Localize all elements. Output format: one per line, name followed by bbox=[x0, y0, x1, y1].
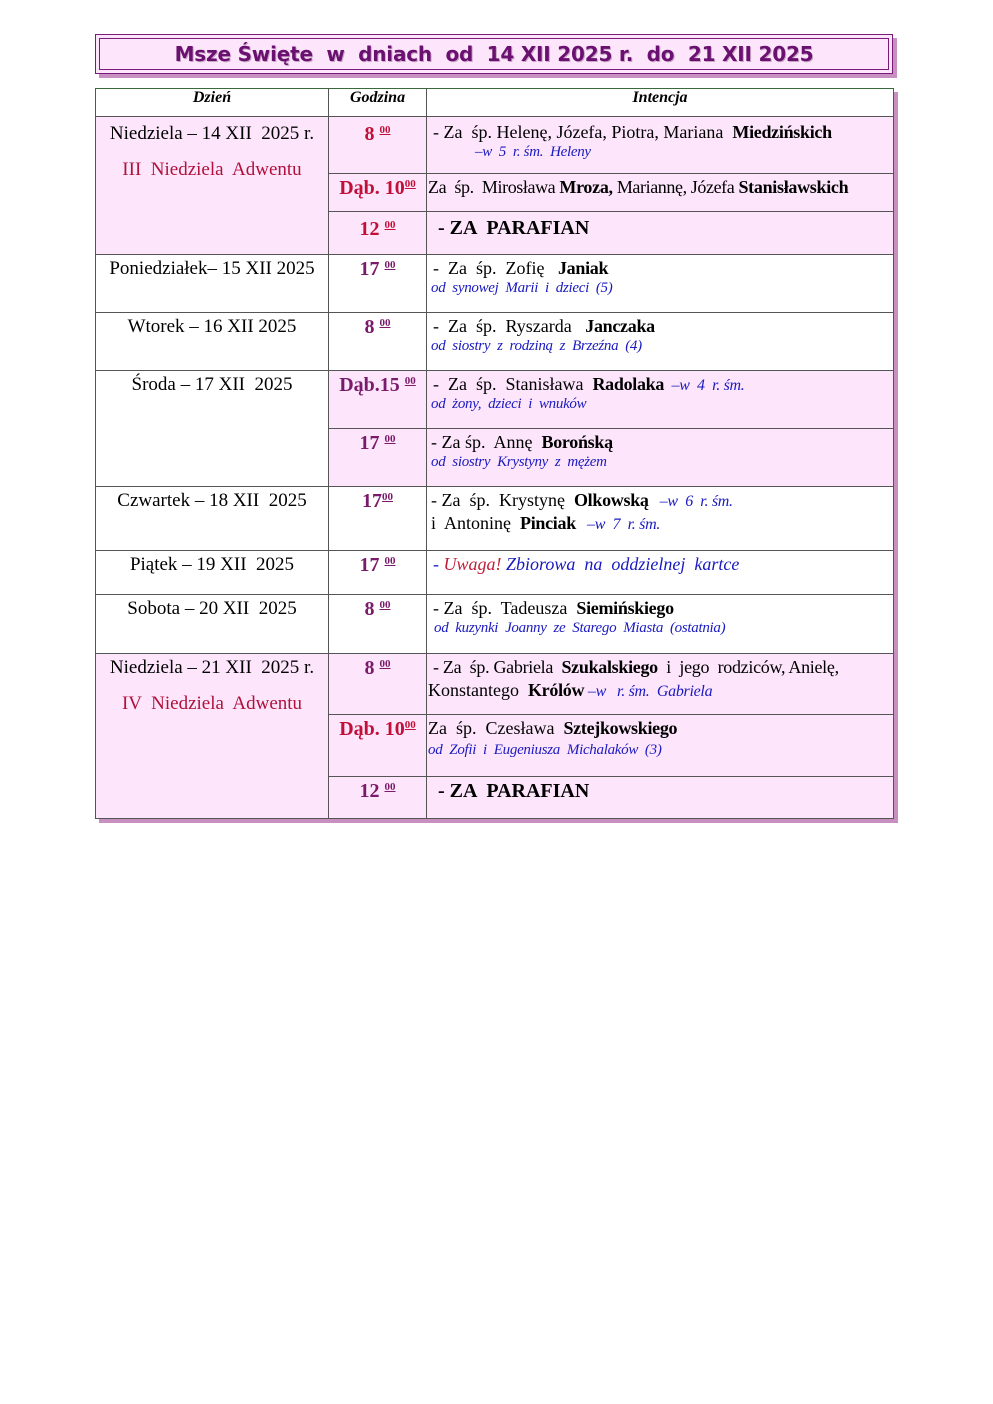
day-cell bbox=[96, 117, 329, 255]
time-minutes: 00 bbox=[379, 317, 391, 329]
day-label: Niedziela – 21 XII 2025 r. bbox=[109, 657, 315, 678]
intention-text: - Za śp. Gabriela bbox=[433, 657, 562, 677]
intention-text: Mariannę, Józefa bbox=[612, 177, 739, 197]
table-row bbox=[96, 255, 894, 313]
intention-name: Miedzińskich bbox=[732, 122, 832, 142]
intention-cell bbox=[427, 174, 894, 212]
intention-cell bbox=[427, 715, 894, 777]
liturgical-day: III Niedziela Adwentu bbox=[122, 159, 302, 180]
intention-cell bbox=[427, 212, 894, 255]
intention-cell bbox=[427, 429, 894, 487]
table-row bbox=[96, 487, 894, 551]
time-cell bbox=[329, 174, 427, 212]
header-row bbox=[96, 89, 894, 117]
intention-cell bbox=[427, 654, 894, 715]
intention-note: –w r. śm. Gabriela bbox=[584, 683, 713, 700]
intention-name: Sztejkowskiego bbox=[563, 718, 678, 738]
time-cell bbox=[329, 595, 427, 654]
intention-text: i Antoninę bbox=[431, 513, 520, 533]
time-minutes: 00 bbox=[384, 433, 396, 445]
table-row bbox=[96, 313, 894, 371]
intention-text: - Za śp. Krystynę bbox=[431, 490, 574, 510]
intention-text: Konstantego bbox=[428, 680, 528, 700]
intention-note: –w 5 r. śm. Heleny bbox=[475, 144, 591, 160]
intention-note: –w 6 r. śm. bbox=[648, 493, 733, 510]
intention-text: Za śp. Mirosława bbox=[428, 177, 560, 197]
time-minutes: 00 bbox=[379, 124, 391, 136]
intention-cell bbox=[427, 117, 894, 174]
intention-text: - Za śp. Ryszarda bbox=[433, 316, 586, 336]
intention-text: - ZA PARAFIAN bbox=[433, 780, 590, 802]
intention-text: Za śp. Czesława bbox=[428, 718, 564, 738]
intention-text: - Za śp. Tadeusza bbox=[433, 598, 577, 618]
day-label: Sobota – 20 XII 2025 bbox=[127, 598, 297, 619]
time-minutes: 00 bbox=[384, 219, 396, 231]
intention-text: i jego rodziców, Anielę, bbox=[657, 657, 839, 677]
day-label: Czwartek – 18 XII 2025 bbox=[117, 490, 307, 511]
time-minutes: 00 bbox=[404, 178, 416, 190]
intention-note: od siostry Krystyny z mężem bbox=[431, 454, 607, 470]
intention-name: Olkowską bbox=[573, 490, 649, 510]
title-frame bbox=[99, 38, 889, 70]
intention-name: Pinciak bbox=[520, 513, 576, 533]
table-row bbox=[96, 117, 894, 174]
time-cell bbox=[329, 551, 427, 595]
time-label: 12 bbox=[359, 780, 380, 802]
intention-name: Mroza, bbox=[559, 177, 613, 197]
intention-name: Janiak bbox=[557, 258, 609, 278]
intention-text: - Za śp. Stanisława bbox=[433, 374, 593, 394]
intention-text: - Za śp. Helenę, Józefa, Piotra, Mariana bbox=[433, 122, 733, 142]
day-label: Wtorek – 16 XII 2025 bbox=[127, 316, 297, 337]
time-cell bbox=[329, 487, 427, 551]
time-cell bbox=[329, 212, 427, 255]
time-minutes: 00 bbox=[404, 375, 416, 387]
time-label: Dąb. 10 bbox=[339, 177, 405, 199]
intention-note: –w 7 r. śm. bbox=[575, 516, 661, 533]
intention-cell bbox=[427, 777, 894, 819]
notice-text: Zbiorowa na oddzielnej kartce bbox=[501, 554, 740, 574]
table-row bbox=[96, 595, 894, 654]
day-cell bbox=[96, 654, 329, 819]
intention-note: od siostry z rodziną z Brzeźna (4) bbox=[431, 338, 642, 354]
time-cell bbox=[329, 313, 427, 371]
intention-note: od Zofii i Eugeniusza Michalaków (3) bbox=[428, 742, 662, 758]
header-day: Dzień bbox=[96, 89, 329, 117]
intention-name: Królów bbox=[527, 680, 585, 700]
notice-label: Uwaga! bbox=[443, 554, 502, 574]
table-row bbox=[96, 371, 894, 429]
time-cell bbox=[329, 117, 427, 174]
time-cell bbox=[329, 371, 427, 429]
intention-name: Stanisławskich bbox=[738, 177, 849, 197]
time-label: Dąb.15 bbox=[339, 374, 400, 396]
time-cell bbox=[329, 654, 427, 715]
intention-cell bbox=[427, 371, 894, 429]
day-label: Poniedziałek– 15 XII 2025 bbox=[109, 258, 315, 279]
day-label: Niedziela – 14 XII 2025 r. bbox=[109, 123, 315, 144]
time-label: 17 bbox=[362, 490, 382, 512]
time-label: 17 bbox=[359, 432, 380, 454]
time-minutes: 00 bbox=[384, 781, 396, 793]
day-cell bbox=[96, 487, 329, 551]
intention-name: Siemińskiego bbox=[576, 598, 674, 618]
intention-name: Szukalskiego bbox=[561, 657, 658, 677]
intention-text: - Za śp. Zofię bbox=[433, 258, 558, 278]
time-label: 8 bbox=[364, 123, 375, 145]
intention-cell bbox=[427, 595, 894, 654]
time-label: 17 bbox=[359, 554, 380, 576]
intention-cell bbox=[427, 313, 894, 371]
time-cell bbox=[329, 777, 427, 819]
day-cell bbox=[96, 255, 329, 313]
mass-schedule-table bbox=[95, 88, 894, 819]
intention-note: od żony, dzieci i wnuków bbox=[431, 396, 587, 412]
day-cell bbox=[96, 595, 329, 654]
intention-name: Radolaka bbox=[592, 374, 665, 394]
page-title: Msze Święte w dniach od 14 XII 2025 r. do 21 XII 2025 bbox=[174, 42, 814, 66]
time-minutes: 00 bbox=[379, 599, 391, 611]
table-row bbox=[96, 654, 894, 715]
header-intention: Intencja bbox=[427, 89, 894, 117]
time-minutes: 00 bbox=[379, 658, 391, 670]
liturgical-day: IV Niedziela Adwentu bbox=[121, 693, 303, 714]
time-cell bbox=[329, 429, 427, 487]
intention-cell bbox=[427, 487, 894, 551]
time-minutes: 00 bbox=[384, 259, 396, 271]
intention-cell: - Uwaga! Zbiorowa na oddzielnej kartce bbox=[427, 551, 894, 595]
intention-name: Janczaka bbox=[585, 316, 655, 336]
intention-cell bbox=[427, 255, 894, 313]
intention-name: Borońską bbox=[541, 432, 613, 452]
intention-text: - Za śp. Annę bbox=[431, 432, 542, 452]
header-hour: Godzina bbox=[329, 89, 427, 117]
day-label: Środa – 17 XII 2025 bbox=[131, 374, 293, 395]
intention-note: od synowej Marii i dzieci (5) bbox=[431, 280, 613, 296]
time-minutes: 00 bbox=[404, 719, 416, 731]
time-cell bbox=[329, 715, 427, 777]
time-cell bbox=[329, 255, 427, 313]
day-cell bbox=[96, 551, 329, 595]
time-label: Dąb. 10 bbox=[339, 718, 405, 740]
time-minutes: 00 bbox=[382, 491, 393, 503]
intention-text: - ZA PARAFIAN bbox=[433, 217, 590, 239]
time-label: 17 bbox=[359, 258, 380, 280]
table-row bbox=[96, 551, 894, 595]
time-label: 8 bbox=[364, 657, 375, 679]
time-minutes: 00 bbox=[384, 555, 396, 567]
intention-note: od kuzynki Joanny ze Starego Miasta (ostatnia) bbox=[434, 620, 726, 636]
day-cell bbox=[96, 313, 329, 371]
time-label: 8 bbox=[364, 598, 375, 620]
intention-note: –w 4 r. śm. bbox=[664, 377, 745, 394]
day-label: Piątek – 19 XII 2025 bbox=[129, 554, 295, 575]
time-label: 12 bbox=[359, 218, 380, 240]
day-cell bbox=[96, 371, 329, 487]
time-label: 8 bbox=[364, 316, 375, 338]
title-box bbox=[95, 34, 893, 74]
